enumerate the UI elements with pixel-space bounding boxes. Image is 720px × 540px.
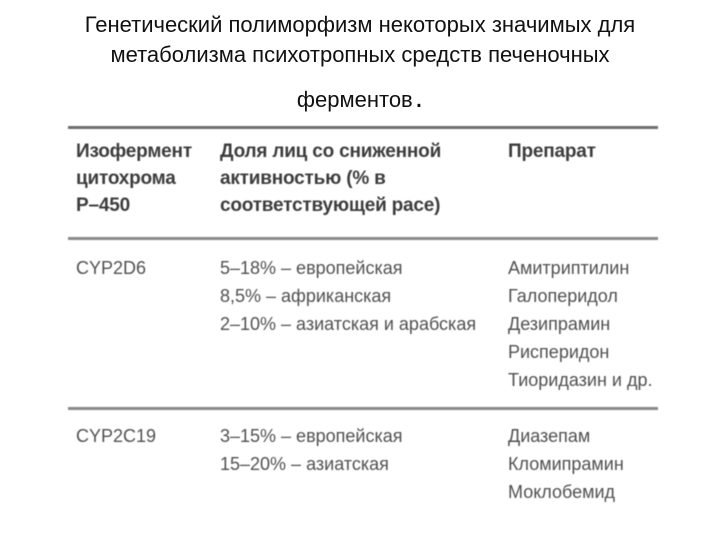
row-1-reduced-activity <box>220 254 510 338</box>
drug-line: Диазепам <box>508 426 591 446</box>
drug-line: Рисперидон <box>508 342 610 362</box>
title-line-3-text: ферментов <box>296 87 413 112</box>
title-trailing-dot: . <box>414 81 424 114</box>
header-reduced-activity-line: Доля лиц со сниженной <box>220 141 442 162</box>
row-2-isoenzyme <box>76 422 216 450</box>
title-line-1: Генетический полиморфизм некоторых значимых для <box>84 12 636 37</box>
header-divider-rule <box>68 237 658 240</box>
activity-line: 3–15% – европейская <box>220 426 403 446</box>
drug-line: Кломипрамин <box>508 454 624 474</box>
header-reduced-activity-line: активностью (% в <box>220 168 386 189</box>
drug-line: Моклобемид <box>508 482 616 502</box>
header-drug-line: Препарат <box>508 141 596 162</box>
title-line-3 <box>0 81 720 115</box>
isoenzyme-cell: CYP2C19 <box>76 426 157 446</box>
header-isoenzyme <box>76 138 216 219</box>
activity-line: 2–10% – азиатская и арабская <box>220 314 477 334</box>
isoenzyme-cell: CYP2D6 <box>76 258 147 278</box>
activity-line: 15–20% – азиатская <box>220 454 389 474</box>
header-reduced-activity-line: соответствующей расе) <box>220 195 441 216</box>
header-isoenzyme-line: Р–450 <box>76 195 130 216</box>
scanned-table <box>68 126 660 526</box>
header-reduced-activity <box>220 138 510 219</box>
activity-line: 5–18% – европейская <box>220 258 403 278</box>
header-isoenzyme-line: цитохрома <box>76 168 176 189</box>
table-top-rule <box>68 126 658 129</box>
header-isoenzyme-line: Изофермент <box>76 141 192 162</box>
drug-line: Тиоридазин и др. <box>508 370 653 390</box>
row-divider-rule <box>68 407 658 410</box>
page-title <box>0 10 720 115</box>
row-1-drugs <box>508 254 658 394</box>
activity-line: 8,5% – африканская <box>220 286 392 306</box>
row-1-isoenzyme <box>76 254 216 282</box>
row-2-drugs <box>508 422 658 506</box>
row-2-reduced-activity <box>220 422 510 478</box>
header-drug <box>508 138 658 165</box>
drug-line: Галоперидол <box>508 286 618 306</box>
drug-line: Амитриптилин <box>508 258 630 278</box>
title-line-2: метаболизма психотропных средств печеночных <box>110 42 610 67</box>
drug-line: Дезипрамин <box>508 314 611 334</box>
